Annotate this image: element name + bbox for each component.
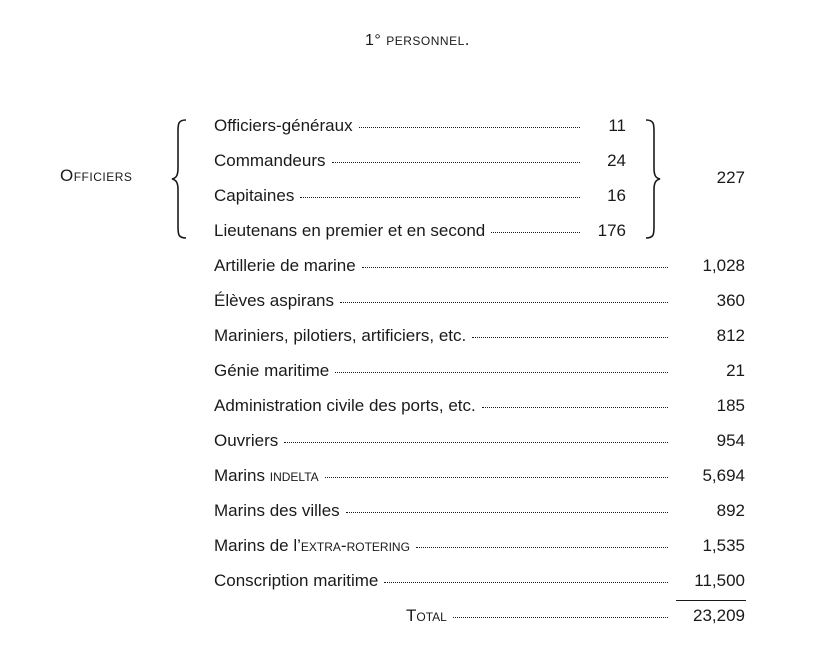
dot-leader — [284, 442, 668, 443]
row-value: 5,694 — [702, 466, 745, 485]
row-value: 1,535 — [702, 536, 745, 555]
dot-leader — [359, 127, 580, 128]
row-value: 185 — [716, 396, 745, 415]
row-value: 812 — [716, 326, 745, 345]
row-label: Administration civile des ports, etc. — [214, 396, 476, 415]
officer-label: Commandeurs — [214, 151, 326, 170]
officer-label: Officiers-généraux — [214, 116, 353, 135]
row-label: Génie maritime — [214, 361, 330, 380]
dot-leader — [300, 197, 580, 198]
row-label: Ouvriers — [214, 431, 279, 450]
officer-label: Lieutenans en premier et en second — [214, 221, 486, 240]
section-title: personnel. — [386, 30, 470, 49]
dot-leader — [325, 477, 668, 478]
officers-group-label: Officiers — [60, 166, 133, 185]
officer-value: 24 — [607, 151, 626, 170]
row-value: 11,500 — [694, 571, 745, 590]
dot-leader — [482, 407, 668, 408]
row-value: 892 — [716, 501, 745, 520]
officers-total-value: 227 — [716, 168, 745, 187]
dot-leader — [346, 512, 668, 513]
row-value: 360 — [716, 291, 745, 310]
dot-leader — [384, 582, 668, 583]
row-label — [214, 464, 319, 488]
total-label: Total — [406, 606, 447, 625]
officer-value: 16 — [607, 186, 626, 205]
dot-leader — [362, 267, 668, 268]
row-value: 21 — [726, 361, 745, 380]
row-value: 1,028 — [702, 256, 745, 275]
row-label — [214, 534, 410, 558]
dot-leader — [332, 162, 581, 163]
row-label-prefix: Marins de l’ — [214, 536, 301, 555]
dot-leader — [491, 232, 580, 233]
dot-leader — [340, 302, 668, 303]
row-label: Élèves aspirans — [214, 291, 335, 310]
total-rule — [676, 600, 746, 601]
officer-label: Capitaines — [214, 186, 295, 205]
section-heading — [0, 30, 835, 50]
row-label: Mariniers, pilotiers, artificiers, etc. — [214, 326, 467, 345]
row-label: Conscription maritime — [214, 571, 379, 590]
dot-leader — [472, 337, 668, 338]
section-number: 1° — [365, 32, 382, 49]
row-label-prefix: Marins — [214, 466, 270, 485]
officer-value: 176 — [597, 221, 626, 240]
row-label-smallcaps: extra-rotering — [300, 536, 410, 555]
row-value: 954 — [716, 431, 745, 450]
dot-leader — [335, 372, 668, 373]
row-label-smallcaps: indelta — [269, 466, 319, 485]
officer-value: 11 — [608, 116, 626, 135]
row-label: Artillerie de marine — [214, 256, 356, 275]
total-value: 23,209 — [693, 606, 745, 625]
left-brace — [170, 118, 190, 240]
row-label: Marins des villes — [214, 501, 340, 520]
dot-leader — [453, 617, 668, 618]
dot-leader — [416, 547, 668, 548]
